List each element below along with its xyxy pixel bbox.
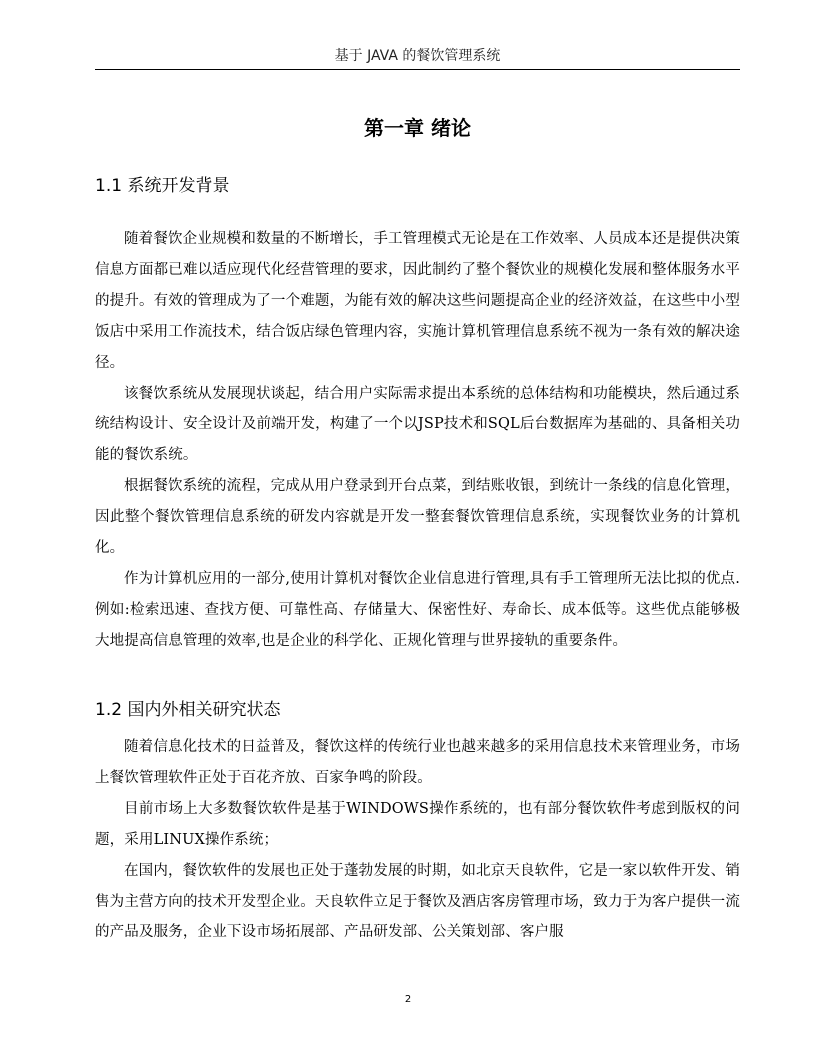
paragraph: 作为计算机应用的一部分,使用计算机对餐饮企业信息进行管理,具有手工管理所无法比拟的优点.例如:检索迅速、查找方便、可靠性高、存储量大、保密性好、寿命长、成本低等。这些优点能够极大地提高信息管理的效率,也是企业的科学化、正规化管理与世界接轨的重要条件。 [95, 570, 740, 649]
paragraph: 随着信息化技术的日益普及，餐饮这样的传统行业也越来越多的采用信息技术来管理业务，市场上餐饮管理软件正处于百花齐放、百家争鸣的阶段。 [95, 739, 740, 786]
paragraph: 目前市场上大多数餐饮软件是基于WINDOWS操作系统的，也有部分餐饮软件考虑到版权的问题，采用LINUX操作系统； [95, 800, 740, 848]
section-heading-1-2: 1.2 国内外相关研究状态 [95, 700, 281, 720]
paragraph: 在国内，餐饮软件的发展也正处于蓬勃发展的时期，如北京天良软件，它是一家以软件开发、销售为主营方向的技术开发型企业。天良软件立足于餐饮及酒店客房管理市场，致力于为客户提供一流的产品及服务，企业下设市场拓展部、产品研发部、公关策划部、客户服 [95, 862, 740, 941]
running-header: 基于 JAVA 的餐饮管理系统 [334, 48, 501, 64]
header-divider [95, 69, 740, 70]
section-body-1-2 [95, 732, 740, 948]
chapter-title: 第一章 绪论 [364, 116, 471, 140]
section-heading-1-1: 1.1 系统开发背景 [95, 176, 230, 196]
page-number: 2 [404, 994, 412, 1005]
paragraph: 随着餐饮企业规模和数量的不断增长，手工管理模式无论是在工作效率、人员成本还是提供决策信息方面都已难以适应现代化经营管理的要求，因此制约了整个餐饮业的规模化发展和整体服务水平的提升。有效的管理成为了一个难题，为能有效的解决这些问题提高企业的经济效益，在这些中小型饭店中采用工作流技术，结合饭店绿色管理内容，实施计算机管理信息系统不视为一条有效的解决途径。 [95, 231, 740, 371]
paragraph: 根据餐饮系统的流程，完成从用户登录到开台点菜，到结账收银，到统计一条线的信息化管理，因此整个餐饮管理信息系统的研发内容就是开发一整套餐饮管理信息系统，实现餐饮业务的计算机化。 [95, 478, 740, 557]
section-body-1-1 [95, 224, 740, 657]
paragraph: 该餐饮系统从发展现状谈起，结合用户实际需求提出本系统的总体结构和功能模块，然后通过系统结构设计、安全设计及前端开发，构建了一个以JSP技术和SQL后台数据库为基础的、具备相关功能的餐饮系统。 [95, 385, 740, 464]
